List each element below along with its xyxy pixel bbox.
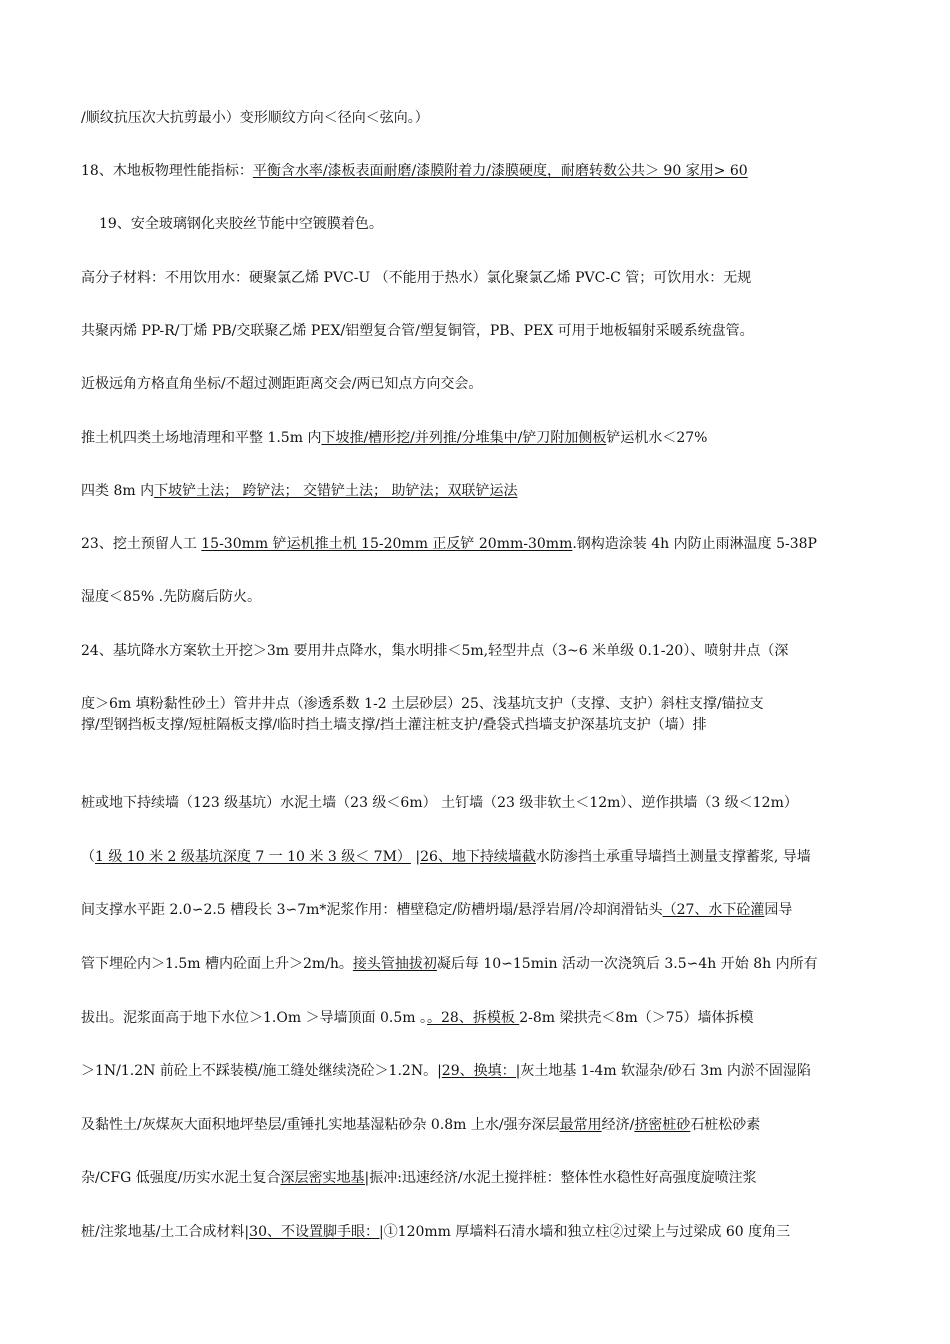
underlined-text: 1 级 10 米 2 级基坑深度 7 一 10 米 3 级＜ 7M） [95, 849, 411, 865]
text-run: .钢构造涂装 4h 内防止雨淋温度 5-38P [572, 536, 817, 552]
text-run: ＞1N/1.2N 前砼上不踩装模/施工缝处继续浇砼＞1.2N。| [81, 1063, 442, 1079]
text-run: 灰土地基 1-4m 软湿杂/砂石 3m 内淤不固湿陷 [520, 1063, 811, 1079]
text-run: 推土机四类土场地清理和平整 1.5m 内 [81, 430, 322, 446]
text-line [81, 161, 881, 181]
text-line [81, 847, 881, 867]
underlined-text: 15-30mm 铲运机推土机 15-20mm 正反铲 20mm-30mm [201, 536, 573, 552]
text-line [81, 641, 881, 661]
text-run: 铲运机水＜27% [606, 430, 708, 446]
text-run: 园导 [764, 902, 793, 918]
text-run: 四类 8m 内 [81, 483, 155, 499]
text-run: 19、安全玻璃钢化夹胶丝节能中空镀膜着色。 [99, 216, 383, 232]
text-line [81, 900, 881, 920]
text-run: | [410, 849, 421, 865]
text-run: 23、挖土预留人工 [81, 536, 202, 552]
text-run: 水防渗挡土承重导墙挡土测量支撑蓄浆, 导墙 [535, 849, 811, 865]
text-line [81, 268, 881, 288]
text-run: 振冲:迅速经济/水泥土搅拌桩：整体性水稳性好高强度旋喷注浆 [369, 1170, 757, 1186]
text-line [81, 1168, 881, 1188]
text-line [81, 694, 881, 714]
text-run: （ [81, 849, 95, 865]
underlined-text: 下坡推/槽形挖/并列推/分堆集中/铲刀附加侧板 [321, 430, 607, 446]
text-run: 度＞6m 填粉黏性砂土）管井井点（渗透系数 1-2 土层砂层）25、浅基坑支护（支撑、支护）斜柱支撑/锚拉支 [81, 696, 764, 712]
underlined-text: 平衡含水率/漆板表面耐磨/漆膜附着力/漆膜硬度，耐磨转数公共＞ 90 家用> 60 [252, 163, 748, 179]
text-run: /顺纹抗压次大抗剪最小）变形顺纹方向＜径向＜弦向。） [81, 110, 429, 126]
underlined-text: （27、水下砼灌 [662, 902, 765, 918]
text-line [81, 1115, 881, 1135]
text-run: 及黏性土/灰煤灰大面积地坪垫层/重锤扎实地基湿粘砂杂 0.8m 上水/强夯深层 [81, 1117, 560, 1133]
text-run: 拔出。泥浆面高于地下水位＞1.Om ＞导墙顶面 0.5m 。 [81, 1010, 427, 1026]
text-line [81, 428, 881, 448]
underlined-text: 接头管抽拔初 [352, 956, 437, 972]
underlined-text: 26、地下持续墙截 [420, 849, 536, 865]
text-run: 近极远角方格直角坐标/不超过测距距离交会/两已知点方向交会。 [81, 376, 483, 392]
text-run: 石桩松砂素 [690, 1117, 761, 1133]
text-run: 桩/注浆地基/土工合成材料| [81, 1224, 250, 1240]
text-line [81, 954, 881, 974]
text-line [99, 214, 899, 234]
text-run: 撑/型钢挡板支撑/短桩隔板支撑/临时挡土墙支撑/挡土灌注桩支护/叠袋式挡墙支护深基坑支护（墙）排 [81, 717, 707, 733]
text-run: 24、基坑降水方案软土开挖＞3m 要用井点降水，集水明排＜5m,轻型井点（3~6 米单级 0.1-20）、喷射井点（深 [81, 643, 789, 659]
text-run: 18、木地板物理性能指标： [81, 163, 253, 179]
text-run: 湿度＜85% .先防腐后防火。 [81, 589, 262, 605]
text-run: 凝后每 10∽15min 活动一次浇筑后 3.5∽4h 开始 8h 内所有 [436, 956, 818, 972]
text-run: 共聚丙烯 PP-R/丁烯 PB/交联聚乙烯 PEX/铝塑复合管/塑复铜管，PB、PEX 可用于地板辐射采暖系统盘管。 [81, 323, 754, 339]
text-run: 经济/ [601, 1117, 635, 1133]
text-run: ①120mm 厚墙料石清水墙和独立柱②过梁上与过梁成 60 度角三 [383, 1224, 791, 1240]
underlined-text: 。28、拆模板 [427, 1010, 520, 1026]
underlined-text: 29、换填：| [441, 1063, 521, 1079]
underlined-text: 30、不设置脚手眼：| [249, 1224, 384, 1240]
text-run: 管下埋砼内＞1.5m 槽内砼面上升＞2m/h。 [81, 956, 353, 972]
text-line [81, 1222, 881, 1242]
text-line [81, 793, 881, 813]
text-run: 桩或地下持续墙（123 级基坑）水泥土墙（23 级＜6m） 土钉墙（23 级非软土＜12m）、逆作拱墙（3 级＜12m） [81, 795, 798, 811]
text-line [81, 1061, 881, 1081]
underlined-text: 深层密实地基| [280, 1170, 370, 1186]
underlined-text: 最常用 [559, 1117, 602, 1133]
text-line [81, 1008, 881, 1028]
underlined-text: 挤密桩砂 [634, 1117, 691, 1133]
text-line [81, 715, 881, 735]
underlined-text: 下坡铲土法； 跨铲法； 交错铲土法； 助铲法；双联铲运法 [154, 483, 518, 499]
text-line [81, 374, 881, 394]
text-line [81, 321, 881, 341]
text-line [81, 108, 881, 128]
text-run: 杂/CFG 低强度/历实水泥土复合 [81, 1170, 281, 1186]
text-line [81, 534, 881, 554]
text-line [81, 587, 881, 607]
text-line [81, 481, 881, 501]
text-run: 高分子材料：不用饮用水：硬聚氯乙烯 PVC-U （不能用于热水）氯化聚氯乙烯 PVC-C 管；可饮用水：无规 [81, 270, 752, 286]
text-run: 2-8m 梁拱壳＜8m（＞75）墙体拆模 [519, 1010, 754, 1026]
text-run: 间支撑水平距 2.0∽2.5 槽段长 3∽7m*泥浆作用：槽壁稳定/防槽坍塌/悬浮岩屑/冷却润滑钻头 [81, 902, 663, 918]
